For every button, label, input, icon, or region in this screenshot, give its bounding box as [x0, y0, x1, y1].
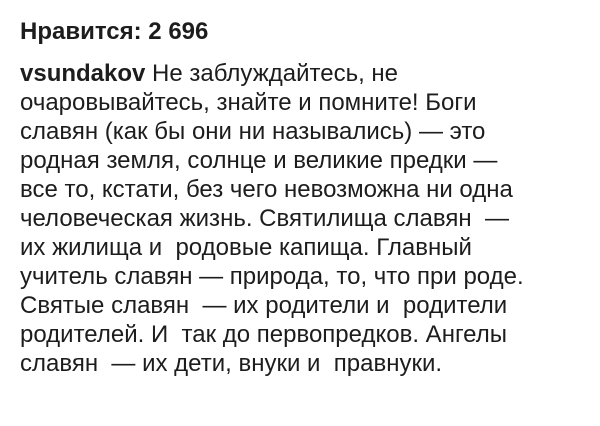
- caption-line: Святые славян — их родители и родители: [20, 292, 508, 319]
- caption-line: славян (как бы они ни назывались) — это: [20, 118, 486, 145]
- caption-line: родная земля, солнце и великие предки —: [20, 147, 498, 174]
- caption-line: все то, кстати, без чего невозможна ни одна: [20, 176, 513, 203]
- likes-count[interactable]: Нравится: 2 696: [20, 18, 209, 45]
- caption-line: славян — их дети, внуки и правнуки.: [20, 350, 443, 377]
- caption-line: очаровывайтесь, знайте и помните! Боги: [20, 89, 477, 116]
- caption-line: человеческая жизнь. Святилища славян —: [20, 205, 509, 232]
- caption-line: [20, 59, 580, 88]
- caption-line: учитель славян — природа, то, что при роде.: [20, 263, 524, 290]
- caption-username[interactable]: vsundakov: [20, 60, 146, 87]
- caption-text: Не заблуждайтесь, не: [145, 60, 399, 87]
- caption: [20, 59, 580, 378]
- caption-line: их жилища и родовые капища. Главный: [20, 234, 472, 261]
- caption-line: родителей. И так до первопредков. Ангелы: [20, 321, 507, 348]
